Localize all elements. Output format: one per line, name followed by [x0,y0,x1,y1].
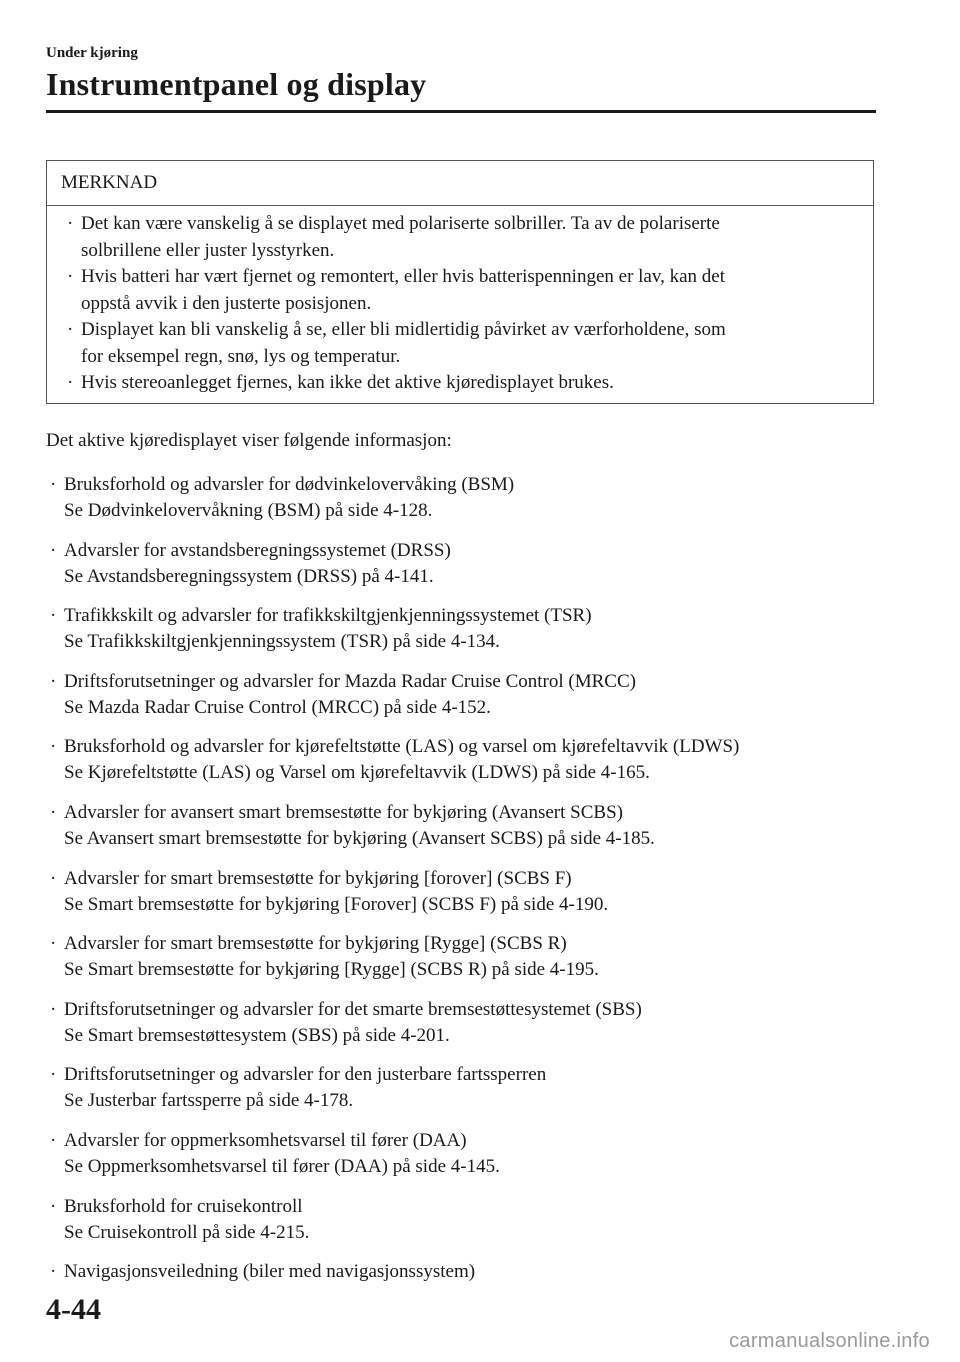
info-item-reference: Se Smart bremsestøtte for bykjøring [Rygge] (SCBS R) på side 4-195. [64,959,599,981]
bullet-dot: · [50,474,57,495]
note-list [47,206,873,403]
bullet-dot: · [50,670,57,692]
note-item-line: Det kan være vanskelig å se displayet med polariserte solbriller. Ta av de polariserte [81,213,720,234]
note-item-line: for eksempel regn, snø, lys og temperatur. [81,345,401,367]
info-item-reference: Se Trafikkskiltgjenkjenningssystem (TSR) på side 4-134. [64,631,500,653]
info-item-reference: Se Smart bremsestøtte for bykjøring [Forover] (SCBS F) på side 4-190. [64,893,609,915]
bullet-dot: · [50,867,57,889]
header-divider [46,110,876,113]
info-list-item [46,603,876,655]
bullet-dot: · [50,933,57,955]
bullet-dot: · [67,372,74,393]
bullet-dot: · [67,266,74,287]
info-item-reference: Se Smart bremsestøttesystem (SBS) på side 4-201. [64,1024,450,1046]
note-item [61,317,859,370]
info-item-text: Advarsler for avstandsberegningssystemet (DRSS) [64,539,451,561]
watermark: carmanualsonline.info [729,1330,930,1352]
bullet-dot: · [50,605,57,627]
info-list-item [46,1194,876,1246]
info-item-reference: Se Cruisekontroll på side 4-215. [64,1221,310,1243]
bullet-dot: · [50,1195,57,1217]
page-title: Instrumentpanel og display [46,66,427,102]
info-item-reference: Se Mazda Radar Cruise Control (MRCC) på side 4-152. [64,696,491,718]
info-item-text: Advarsler for oppmerksomhetsvarsel til fører (DAA) [64,1129,467,1151]
info-item-text: Advarsler for avansert smart bremsestøtte for bykjøring (Avansert SCBS) [64,801,623,823]
info-item-reference: Se Avansert smart bremsestøtte for bykjøring (Avansert SCBS) på side 4-185. [64,827,655,849]
info-list-item [46,931,876,983]
note-item-line: oppstå avvik i den justerte posisjonen. [81,292,372,314]
info-list-item [46,800,876,852]
info-item-text: Trafikkskilt og advarsler for trafikkskiltgjenkjenningssystemet (TSR) [64,605,592,627]
info-list-item [46,866,876,918]
info-item-reference: Se Dødvinkelovervåkning (BSM) på side 4-128. [64,500,433,521]
info-item-text: Driftsforutsetninger og advarsler for den justerbare fartssperren [64,1064,547,1086]
bullet-dot: · [50,1064,57,1086]
bullet-dot: · [50,539,57,561]
bullet-dot: · [50,1261,57,1283]
info-item-text: Driftsforutsetninger og advarsler for det smarte bremsestøttesystemet (SBS) [64,998,642,1020]
bullet-dot: · [50,1129,57,1151]
note-item [61,211,859,264]
info-item-text: Bruksforhold og advarsler for kjørefeltstøtte (LAS) og varsel om kjørefeltavvik (LDWS) [64,736,740,758]
note-item [61,264,859,317]
info-list-item [46,669,876,721]
info-list-item [46,734,876,786]
info-item-text: Bruksforhold og advarsler for dødvinkelovervåking (BSM) [64,474,515,495]
info-item-text: Bruksforhold for cruisekontroll [64,1195,303,1217]
info-item-text: Driftsforutsetninger og advarsler for Mazda Radar Cruise Control (MRCC) [64,670,636,692]
section-label: Under kjøring [46,45,138,61]
note-item-line: Hvis batteri har vært fjernet og remontert, eller hvis batterispenningen er lav, kan det [81,266,726,287]
page-number: 4-44 [46,1293,101,1326]
info-item-text: Advarsler for smart bremsestøtte for bykjøring [forover] (SCBS F) [64,867,572,889]
info-list-item [46,538,876,590]
note-item-line: Displayet kan bli vanskelig å se, eller bli midlertidig påvirket av værforholdene, som [81,319,726,340]
note-heading: MERKNAD [47,161,873,206]
info-item-text: Advarsler for smart bremsestøtte for bykjøring [Rygge] (SCBS R) [64,933,567,955]
info-item-reference: Se Kjørefeltstøtte (LAS) og Varsel om kjørefeltavvik (LDWS) på side 4-165. [64,762,650,784]
page-header [46,44,876,104]
bullet-dot: · [50,998,57,1020]
info-list-item [46,997,876,1049]
info-item-reference: Se Justerbar fartssperre på side 4-178. [64,1090,354,1112]
intro-text: Det aktive kjøredisplayet viser følgende informasjon: [46,430,452,451]
note-item-line: solbrillene eller juster lysstyrken. [81,239,335,261]
note-box [46,160,874,404]
info-list-item [46,1128,876,1180]
info-item-reference: Se Oppmerksomhetsvarsel til fører (DAA) på side 4-145. [64,1155,500,1177]
info-list-item [46,1259,876,1311]
info-item-text: Navigasjonsveiledning (biler med navigasjonssystem) [64,1261,476,1283]
info-list-item [46,472,876,524]
info-list [46,472,876,1325]
bullet-dot: · [67,213,74,234]
info-item-reference: Se Avstandsberegningssystem (DRSS) på 4-141. [64,565,434,587]
bullet-dot: · [50,801,57,823]
bullet-dot: · [67,319,74,340]
bullet-dot: · [50,736,57,758]
note-item-line: Hvis stereoanlegget fjernes, kan ikke det aktive kjøredisplayet brukes. [81,372,614,393]
note-item [61,370,859,397]
info-list-item [46,1062,876,1114]
